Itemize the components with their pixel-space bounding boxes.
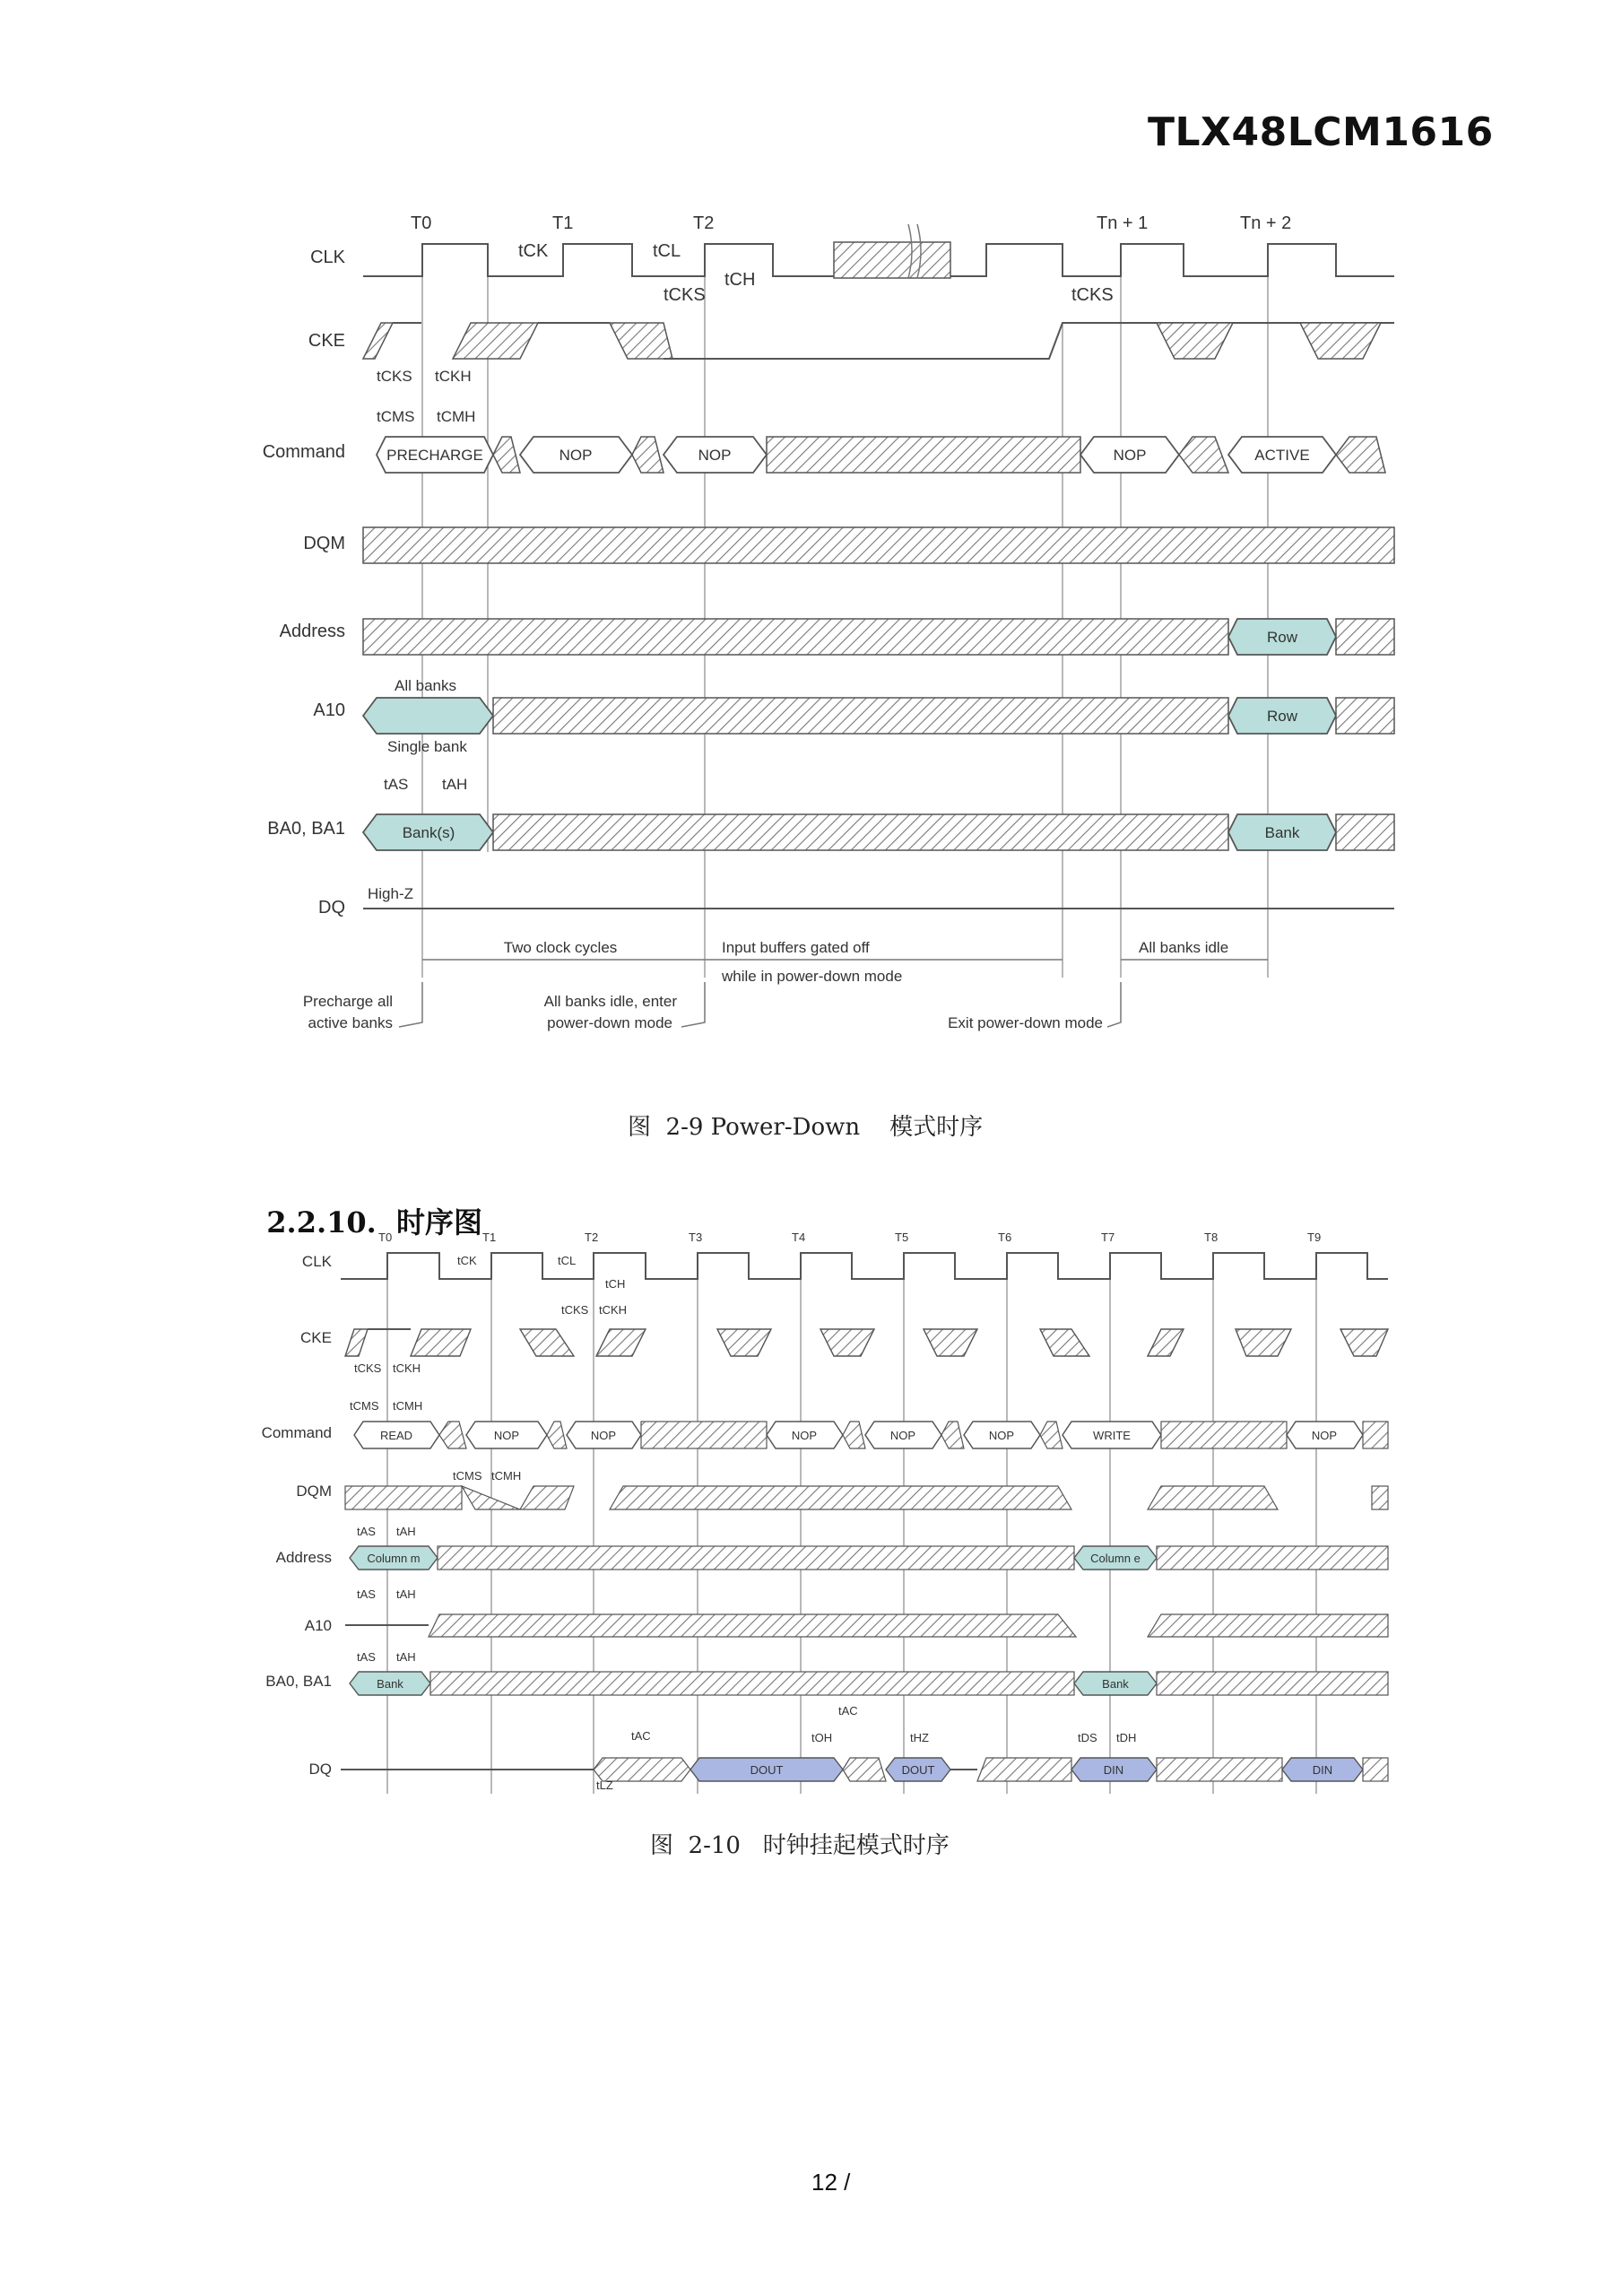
tch-label: tCH: [724, 270, 756, 290]
dq-high-z: High-Z: [368, 885, 414, 902]
tas2-label-a: tAS: [357, 1525, 376, 1538]
bank-value-1: Bank(s): [402, 824, 455, 841]
span-power-down-mode: while in power-down mode: [722, 968, 903, 985]
address-row: Row: [1266, 629, 1298, 646]
toh2-label: tOH: [811, 1731, 833, 1744]
cke-waveform-fig2: [345, 1303, 1388, 1375]
dq-bus-fig2: [341, 1704, 1388, 1792]
clock2-label-t6: T6: [998, 1231, 1012, 1244]
address-bus-fig2: [350, 1525, 1388, 1570]
cmd2-nop-5: NOP: [988, 1429, 1015, 1442]
thz2-label: tHZ: [910, 1731, 929, 1744]
tcms2-dqm-label: tCMS: [453, 1469, 482, 1483]
tckh-label: tCKH: [435, 368, 472, 385]
tds2-label: tDS: [1078, 1731, 1097, 1744]
dqm-bus-fig2: [345, 1469, 1388, 1509]
tck2-label: tCK: [457, 1254, 477, 1267]
dq2-dout-1: DOUT: [750, 1763, 784, 1777]
tcmh2-dqm-label: tCMH: [491, 1469, 522, 1483]
tac2-label-b: tAC: [838, 1704, 858, 1718]
signal-command: Command: [262, 442, 345, 462]
bank2-value-1: Bank: [377, 1677, 403, 1691]
section-number: 2.2.10.: [266, 1205, 377, 1239]
tcmh2-label: tCMH: [393, 1399, 423, 1413]
tcks-label-1: tCKS: [664, 285, 706, 305]
signal2-ba: BA0, BA1: [265, 1673, 332, 1690]
cmd2-nop-1: NOP: [493, 1429, 520, 1442]
signal2-clk: CLK: [301, 1253, 332, 1270]
tdh2-label: tDH: [1116, 1731, 1137, 1744]
clk-waveform-fig2: [341, 1253, 1388, 1291]
clock2-label-t9: T9: [1307, 1231, 1322, 1244]
tah-label: tAH: [442, 776, 468, 793]
bank-value-2: Bank: [1264, 824, 1300, 841]
section-title: 时序图: [396, 1205, 483, 1239]
clock2-label-t1: T1: [482, 1231, 497, 1244]
page-number: 12 /: [811, 2169, 851, 2196]
tcl2-label: tCL: [558, 1254, 577, 1267]
clock-label-t0: T0: [411, 213, 432, 233]
signal2-dqm: DQM: [296, 1483, 332, 1500]
tch2-label: tCH: [605, 1277, 626, 1291]
dq2-din-1: DIN: [1103, 1763, 1124, 1777]
signal-ba: BA0, BA1: [267, 819, 345, 839]
document-title: TLX48LCM1616: [1148, 109, 1494, 155]
tckh2-label-a: tCKH: [599, 1303, 628, 1317]
clock-label-t1: T1: [552, 213, 574, 233]
cmd2-nop-3: NOP: [791, 1429, 818, 1442]
tah2-label-b: tAH: [396, 1587, 416, 1601]
signal2-command: Command: [261, 1424, 332, 1441]
note-all-banks-idle: All banks idle, enter: [543, 993, 677, 1010]
signal-address: Address: [279, 622, 345, 641]
clock2-label-t0: T0: [378, 1231, 393, 1244]
tah2-label-c: tAH: [396, 1650, 416, 1664]
bank2-value-2: Bank: [1102, 1677, 1129, 1691]
a10-single-bank-note: Single bank: [387, 738, 467, 755]
tcl-label: tCL: [653, 241, 681, 261]
cmd2-nop-2: NOP: [590, 1429, 617, 1442]
cmd2-nop-6: NOP: [1311, 1429, 1338, 1442]
signal-a10: A10: [313, 700, 345, 720]
tcmh-label: tCMH: [437, 408, 476, 425]
command-nop-2: NOP: [698, 447, 732, 464]
figure-1-caption: 图 2-9 Power-Down 模式时序: [628, 1114, 984, 1141]
bank-bus-fig2: [350, 1650, 1388, 1695]
a10-row: Row: [1266, 708, 1298, 725]
dq2-dout-2: DOUT: [901, 1763, 935, 1777]
signal-clk: CLK: [310, 248, 345, 267]
command-nop-1: NOP: [559, 447, 593, 464]
clock-label-t2: T2: [693, 213, 715, 233]
tah2-label-a: tAH: [396, 1525, 416, 1538]
tcms-label: tCMS: [377, 408, 415, 425]
signal2-cke: CKE: [300, 1329, 332, 1346]
note-active-banks: active banks: [308, 1014, 393, 1031]
cmd2-write: WRITE: [1093, 1429, 1131, 1442]
tcms2-label: tCMS: [350, 1399, 379, 1413]
tcks2-label-a: tCKS: [561, 1303, 589, 1317]
dq2-din-2: DIN: [1312, 1763, 1333, 1777]
cmd2-read: READ: [379, 1429, 413, 1442]
tcks-label-2: tCKS: [1071, 285, 1114, 305]
tcks2-label-b: tCKS: [354, 1361, 382, 1375]
clock2-label-t5: T5: [895, 1231, 909, 1244]
a10-bus-fig2: [345, 1587, 1388, 1637]
tlz2-label: tLZ: [596, 1779, 613, 1792]
note-enter-power-down: power-down mode: [547, 1014, 672, 1031]
clock2-label-t3: T3: [689, 1231, 703, 1244]
signal2-address: Address: [275, 1549, 332, 1566]
signal-cke: CKE: [308, 331, 345, 351]
signal2-dq: DQ: [308, 1761, 332, 1778]
address2-column-e: Column e: [1090, 1552, 1141, 1565]
clock-label-tn2: Tn + 2: [1240, 213, 1292, 233]
command-bus-fig2: [350, 1399, 1388, 1448]
address2-column-m: Column m: [367, 1552, 421, 1565]
signal2-a10: A10: [304, 1617, 332, 1634]
signal-dq: DQ: [318, 898, 345, 918]
a10-all-banks-note: All banks: [395, 677, 456, 694]
clock-labels-fig2: [378, 1231, 1321, 1244]
span-input-buffers: Input buffers gated off: [722, 939, 870, 956]
command-nop-3: NOP: [1113, 447, 1147, 464]
note-precharge-all: Precharge all: [302, 993, 393, 1010]
tck-label: tCK: [518, 241, 549, 261]
command-active: ACTIVE: [1254, 447, 1310, 464]
tas-label: tAS: [384, 776, 409, 793]
command-precharge: PRECHARGE: [386, 447, 483, 464]
clock-label-tn1: Tn + 1: [1097, 213, 1149, 233]
tac2-label-a: tAC: [631, 1729, 651, 1743]
signal-dqm: DQM: [303, 534, 345, 553]
figure-2-caption: 图 2-10 时钟挂起模式时序: [650, 1832, 950, 1859]
clock2-label-t7: T7: [1101, 1231, 1115, 1244]
note-exit-power-down: Exit power-down mode: [948, 1014, 1103, 1031]
tas2-label-b: tAS: [357, 1587, 376, 1601]
clock2-label-t4: T4: [792, 1231, 806, 1244]
tcks-label-3: tCKS: [377, 368, 412, 385]
span-all-banks-idle: All banks idle: [1139, 939, 1229, 956]
clock2-label-t2: T2: [585, 1231, 599, 1244]
clock2-label-t8: T8: [1204, 1231, 1219, 1244]
cmd2-nop-4: NOP: [889, 1429, 916, 1442]
signal-names-fig2: [262, 1253, 333, 1778]
span-two-clock-cycles: Two clock cycles: [503, 939, 618, 956]
tckh2-label-b: tCKH: [393, 1361, 421, 1375]
tas2-label-c: tAS: [357, 1650, 376, 1664]
